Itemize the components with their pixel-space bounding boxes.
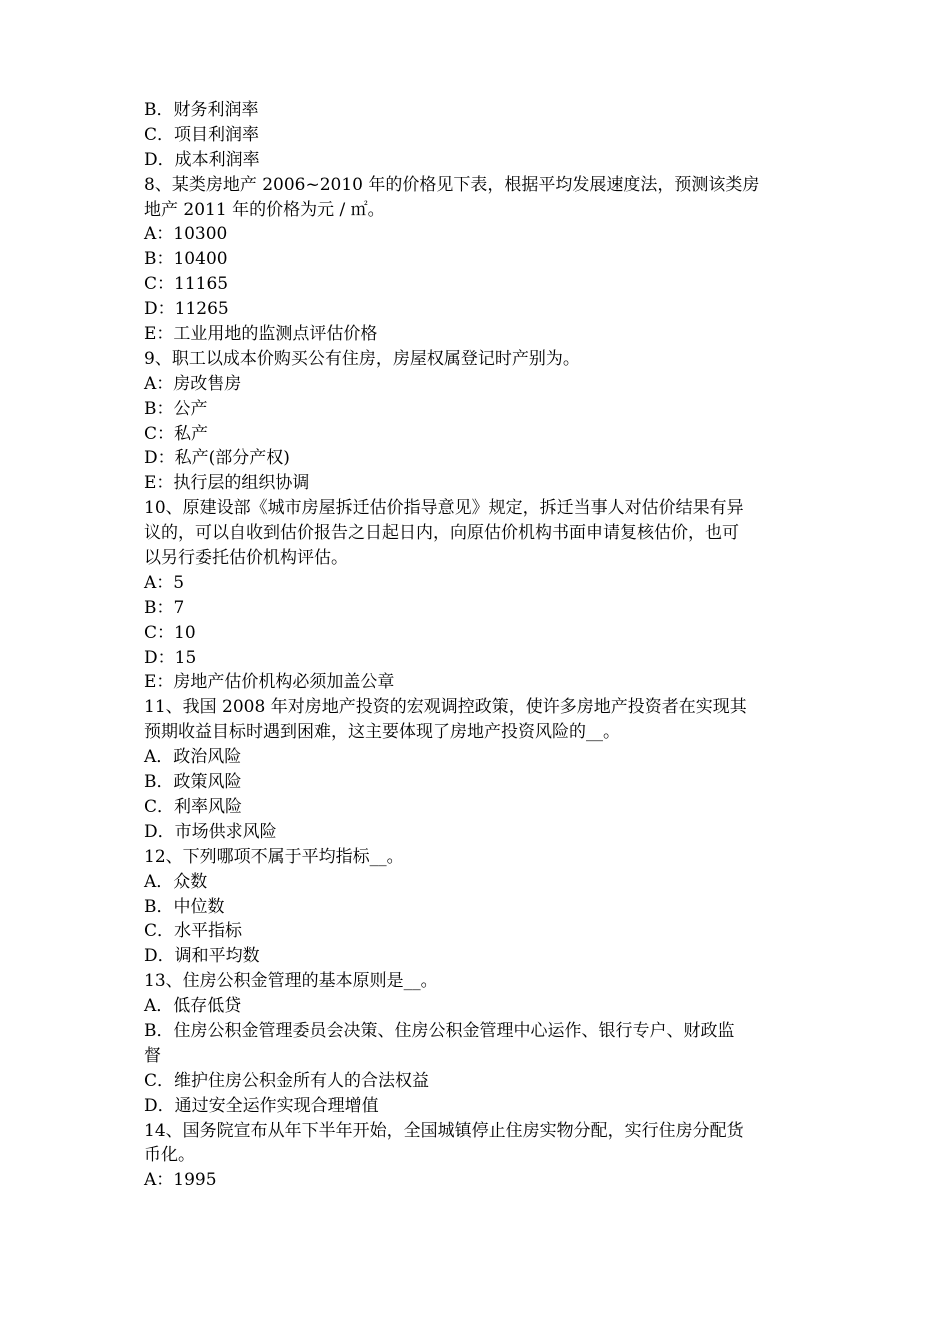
- q10-option-e: E：房地产估价机构必须加盖公章: [144, 672, 395, 693]
- q13-option-d: D．通过安全运作实现合理增值: [144, 1095, 379, 1116]
- q12-option-b: B．中位数: [144, 896, 225, 917]
- option-b-financial-profit-rate: B．财务利润率: [144, 100, 259, 120]
- q10-option-b: B：7: [144, 597, 185, 618]
- q9-option-d: D：私产(部分产权): [144, 448, 290, 469]
- q11-option-b: B．政策风险: [144, 772, 242, 793]
- q13-option-c: C．维护住房公积金所有人的合法权益: [144, 1070, 430, 1091]
- question-11-text-line-1: 11、我国 2008 年对房地产投资的宏观调控政策，使许多房地产投资者在实现其: [144, 697, 747, 718]
- q9-option-b: B：公产: [144, 398, 208, 419]
- q8-option-d: D：11265: [144, 299, 229, 320]
- question-10-text-line-1: 10、原建设部《城市房屋拆迁估价指导意见》规定，拆迁当事人对估价结果有异: [144, 498, 744, 519]
- question-10-text-line-3: 以另行委托估价机构评估。: [144, 548, 348, 569]
- q12-option-a: A．众数: [144, 871, 208, 892]
- q13-option-a: A．低存低贷: [144, 996, 242, 1017]
- q8-option-a: A：10300: [144, 224, 228, 245]
- q9-option-a: A：房改售房: [144, 373, 242, 394]
- q10-option-c: C：10: [144, 622, 196, 643]
- document-page: [144, 98, 814, 1193]
- q8-option-e: E：工业用地的监测点评估价格: [144, 324, 378, 345]
- q10-option-d: D：15: [144, 647, 197, 668]
- q13-option-b-line-2: 督: [144, 1045, 161, 1066]
- question-11-text-line-2: 预期收益目标时遇到困难，这主要体现了房地产投资风险的__。: [144, 722, 620, 743]
- q12-option-d: D．调和平均数: [144, 946, 260, 967]
- q14-option-a: A：1995: [144, 1170, 217, 1191]
- question-8-text-line-2: 地产 2011 年的价格为元 / ㎡。: [144, 199, 385, 220]
- q8-option-c: C：11165: [144, 274, 229, 295]
- q9-option-e: E：执行层的组织协调: [144, 473, 310, 494]
- question-8-text-line-1: 8、某类房地产 2006~2010 年的价格见下表，根据平均发展速度法，预测该类房: [144, 174, 760, 195]
- question-13-text: 13、住房公积金管理的基本原则是__。: [144, 971, 438, 992]
- q10-option-a: A：5: [144, 572, 185, 593]
- q11-option-c: C．利率风险: [144, 796, 243, 817]
- question-14-text-line-2: 币化。: [144, 1145, 195, 1166]
- option-d-cost-profit-rate: D．成本利润率: [144, 149, 260, 170]
- question-9-text: 9、职工以成本价购买公有住房，房屋权属登记时产别为。: [144, 348, 580, 369]
- q8-option-b: B：10400: [144, 249, 228, 270]
- question-12-text: 12、下列哪项不属于平均指标__。: [144, 846, 404, 867]
- q11-option-a: A．政治风险: [144, 747, 242, 768]
- option-c-project-profit-rate: C．项目利润率: [144, 124, 260, 145]
- q11-option-d: D．市场供求风险: [144, 821, 277, 842]
- question-14-text-line-1: 14、国务院宣布从年下半年开始，全国城镇停止住房实物分配，实行住房分配货: [144, 1120, 744, 1141]
- q9-option-c: C：私产: [144, 423, 209, 444]
- q13-option-b-line-1: B．住房公积金管理委员会决策、住房公积金管理中心运作、银行专户、财政监: [144, 1020, 735, 1041]
- q12-option-c: C．水平指标: [144, 921, 243, 942]
- question-10-text-line-2: 议的，可以自收到估价报告之日起日内，向原估价机构书面申请复核估价，也可: [144, 523, 739, 544]
